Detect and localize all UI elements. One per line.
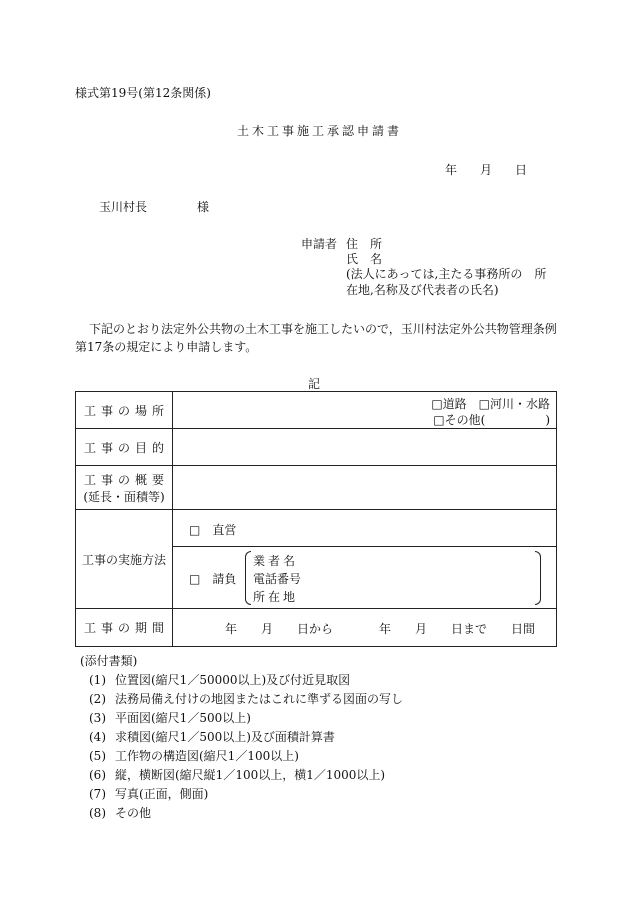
- attachment-number: (7): [89, 787, 106, 801]
- ki-heading: 記: [308, 377, 321, 391]
- attachments-heading: (添付書類): [80, 654, 138, 668]
- location-option-road-river[interactable]: □道路 □河川・水路: [431, 397, 550, 411]
- method-label-cell: [76, 510, 173, 609]
- attachment-item: [89, 766, 385, 783]
- attachment-number: (1): [89, 673, 106, 687]
- body-text-line2: 第17条の規定により申請します。: [75, 340, 258, 354]
- attachment-item: [89, 747, 299, 764]
- period-to: 年 月 日まで 日間: [379, 622, 536, 636]
- attachment-text: 求積図(縮尺1／500以上)及び面積計算書: [115, 730, 335, 744]
- attachment-text: 写真(正面，側面): [115, 787, 209, 801]
- form-number: 様式第19号(第12条関係): [75, 86, 211, 100]
- location-label-cell: [76, 392, 173, 429]
- location-value-cell[interactable]: [173, 392, 557, 429]
- attachment-text: 位置図(縮尺1／50000以上)及び付近見取図: [115, 673, 351, 687]
- attachment-text: 工作物の構造図(縮尺1／100以上): [115, 749, 299, 763]
- applicant-note-line2: 在地,名称及び代表者の氏名): [346, 283, 499, 297]
- attachment-number: (3): [89, 711, 106, 725]
- addressee-honorific: 様: [197, 200, 210, 214]
- attachment-item: [89, 728, 335, 745]
- attachment-text: その他: [115, 806, 152, 820]
- contractor-bracket-left: [245, 551, 251, 605]
- applicant-label: 申請者: [301, 237, 338, 251]
- applicant-name-label: 氏 名: [346, 252, 383, 266]
- summary-label-cell: [76, 466, 173, 510]
- attachment-item: [89, 785, 208, 802]
- attachment-text: 縦，横断図(縮尺縦1／100以上，横1／1000以上): [115, 768, 386, 782]
- attachment-number: (6): [89, 768, 106, 782]
- application-table: [75, 391, 557, 647]
- location-label: 工事の場所: [84, 403, 164, 418]
- applicant-note-line1: (法人にあっては,主たる事務所の 所: [346, 267, 547, 281]
- purpose-label: 工事の目的: [84, 440, 164, 455]
- contractor-bracket-right: [535, 551, 541, 605]
- date-day: 日: [515, 163, 528, 177]
- purpose-label-cell: [76, 429, 173, 466]
- location-option-other[interactable]: □その他( ): [433, 413, 550, 427]
- summary-label: 工事の概要: [84, 472, 164, 487]
- addressee-name: 玉川村長: [99, 200, 148, 214]
- applicant-address-label: 住 所: [346, 237, 383, 251]
- period-label: 工事の期間: [84, 621, 164, 635]
- purpose-value-cell[interactable]: [173, 429, 557, 466]
- document-title: 土木工事施工承認申請書: [237, 124, 403, 138]
- period-from: 年 月 日から: [225, 622, 334, 636]
- contractor-address-label: 所在地: [253, 590, 299, 604]
- attachment-item: [89, 804, 151, 821]
- attachment-item: [89, 671, 350, 688]
- contractor-name-label: 業者名: [253, 554, 299, 568]
- date-year: 年: [445, 163, 458, 177]
- method-value-cell: [173, 510, 557, 609]
- date-month: 月: [480, 163, 493, 177]
- method-divider: [173, 546, 556, 547]
- attachment-number: (4): [89, 730, 106, 744]
- attachment-number: (5): [89, 749, 106, 763]
- method-contract-option[interactable]: □ 請負: [189, 572, 237, 586]
- contractor-phone-label: 電話番号: [253, 572, 302, 586]
- method-label: 工事の実施方法: [81, 552, 166, 567]
- method-direct-option[interactable]: □ 直営: [189, 523, 237, 537]
- attachment-number: (2): [89, 692, 106, 706]
- body-text-line1: 下記のとおり法定外公共物の土木工事を施工したいので，玉川村法定外公共物管理条例: [89, 322, 557, 336]
- period-label-cell: [76, 609, 173, 647]
- summary-value-cell[interactable]: [173, 466, 557, 510]
- attachment-item: [89, 709, 251, 726]
- summary-sublabel: (延長・面積等): [83, 489, 165, 504]
- attachment-number: (8): [89, 806, 106, 820]
- period-value-cell[interactable]: [173, 609, 557, 647]
- attachment-text: 法務局備え付けの地図またはこれに準ずる図面の写し: [115, 692, 404, 706]
- attachment-item: [89, 690, 403, 707]
- attachment-text: 平面図(縮尺1／500以上): [115, 711, 251, 725]
